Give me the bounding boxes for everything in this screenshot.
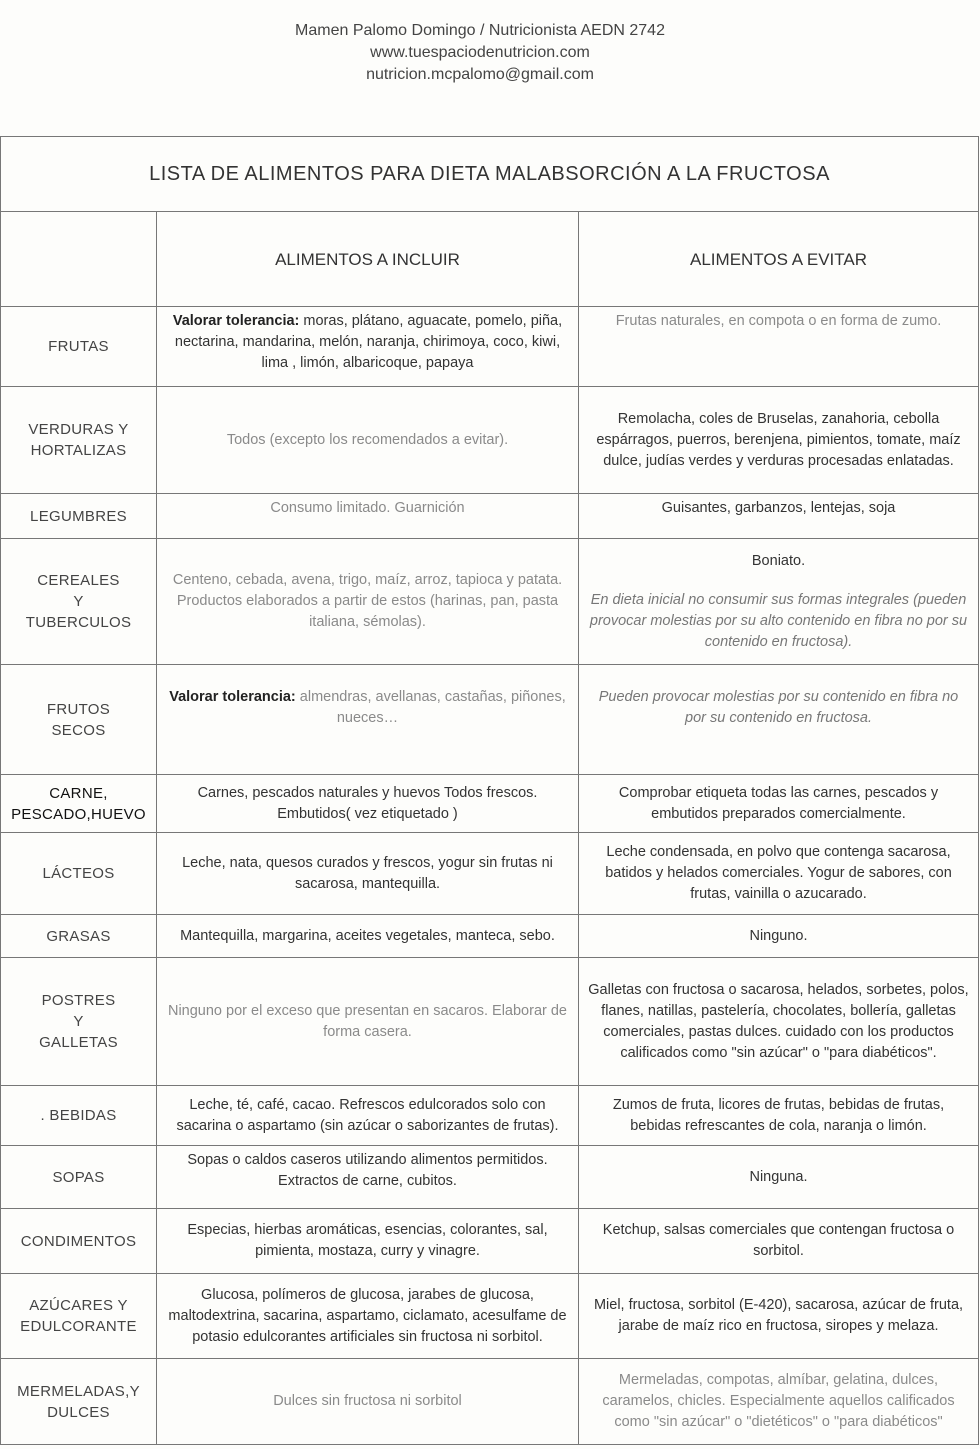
- bold-label: Valorar tolerancia:: [172, 313, 300, 329]
- category-condimentos: CONDIMENTOS: [1, 1209, 157, 1274]
- empty-header-cell: [1, 212, 157, 307]
- col-header-evitar: ALIMENTOS A EVITAR: [579, 212, 979, 307]
- food-table: [0, 136, 978, 1445]
- incluir-cell: Mantequilla, margarina, aceites vegetales, manteca, sebo.: [157, 915, 579, 958]
- evitar-cell: Mermeladas, compotas, almíbar, gelatina, dulces, caramelos, chicles. Especialmente aquellos calificados como "sin azúcar" o "dietéticos" o "para diabéticos": [579, 1359, 979, 1445]
- incluir-cell: Centeno, cebada, avena, trigo, maíz, arroz, tapioca y patata. Productos elaborados a partir de estos (harinas, pan, pasta italiana, sémolas).: [157, 539, 579, 665]
- incluir-cell: Glucosa, polímeros de glucosa, jarabes de glucosa, maltodextrina, sacarina, aspartamo, ciclamato, acesulfame de potasio edulcorantes artificiales sin fructosa ni sorbitol.: [157, 1274, 579, 1359]
- evitar-cell: Pueden provocar molestias por su contenido en fibra no por su contenido en fructosa.: [579, 665, 979, 775]
- incluir-cell: [157, 665, 579, 775]
- incluir-cell: Especias, hierbas aromáticas, esencias, colorantes, sal, pimienta, mostaza, curry y vinagre.: [157, 1209, 579, 1274]
- category-line: PESCADO,HUEVO: [11, 805, 146, 823]
- table-row: [1, 539, 979, 665]
- evitar-cell: Miel, fructosa, sorbitol (E-420), sacarosa, azúcar de fruta, jarabe de maíz rico en fructosa, siropes y melaza.: [579, 1274, 979, 1359]
- category-line: AZÚCARES Y: [29, 1297, 128, 1314]
- incluir-cell: Todos (excepto los recomendados a evitar).: [157, 387, 579, 494]
- email-line: nutricion.mcpalomo@gmail.com: [366, 66, 594, 83]
- category-line: EDULCORANTE: [20, 1318, 137, 1335]
- table-row: [1, 1146, 979, 1209]
- website-line: www.tuespaciodenutricion.com: [370, 44, 590, 61]
- title-row: [1, 137, 979, 212]
- incluir-cell: Carnes, pescados naturales y huevos Todos frescos. Embutidos( vez etiquetado ): [157, 775, 579, 833]
- table-row: [1, 307, 979, 387]
- table-row: [1, 1086, 979, 1146]
- table-row: [1, 1209, 979, 1274]
- category-frutos-secos: [1, 665, 157, 775]
- table-row: [1, 1359, 979, 1445]
- incluir-text: moras, plátano, aguacate, pomelo, piña, nectarina, mandarina, melón, naranja, chirimoya, coco, kiwi, lima , limón, albaricoque, papaya: [174, 313, 563, 371]
- evitar-cell: Ketchup, salsas comerciales que contengan fructosa o sorbitol.: [579, 1209, 979, 1274]
- table-row: [1, 958, 979, 1086]
- category-verduras: [1, 387, 157, 494]
- table-row: [1, 833, 979, 915]
- category-frutas: FRUTAS: [1, 307, 157, 387]
- category-bebidas: . BEBIDAS: [1, 1086, 157, 1146]
- category-grasas: GRASAS: [1, 915, 157, 958]
- category-lacteos: LÁCTEOS: [1, 833, 157, 915]
- evitar-top-text: Boniato.: [751, 552, 806, 569]
- evitar-cell: Guisantes, garbanzos, lentejas, soja: [579, 494, 979, 539]
- evitar-text: En dieta inicial no consumir sus formas integrales (pueden provocar molestias por su alto contenido en fibra no por su contenido en fructosa).: [589, 591, 968, 650]
- category-line: Y: [73, 593, 84, 610]
- category-line: FRUTOS: [46, 700, 111, 718]
- incluir-cell: Ninguno por el exceso que presentan en sacaros. Elaborar de forma casera.: [157, 958, 579, 1086]
- column-header-row: [1, 212, 979, 307]
- evitar-cell: Ninguna.: [579, 1146, 979, 1209]
- incluir-cell: Dulces sin fructosa ni sorbitol: [157, 1359, 579, 1445]
- category-line: DULCES: [47, 1403, 110, 1421]
- evitar-cell: Ninguno.: [579, 915, 979, 958]
- category-line: SECOS: [51, 721, 106, 739]
- category-line: TUBERCULOS: [25, 614, 132, 631]
- incluir-cell: Leche, té, café, cacao. Refrescos edulcorados solo con sacarina o aspartamo (sin azúcar o saborizantes de frutas).: [157, 1086, 579, 1146]
- category-line: HORTALIZAS: [30, 442, 127, 459]
- category-cereales: [1, 539, 157, 665]
- evitar-cell: Leche condensada, en polvo que contenga sacarosa, batidos y helados comerciales. Yogur de sabores, con frutas, vainilla o azucarado.: [579, 833, 979, 915]
- category-azucares: [1, 1274, 157, 1359]
- evitar-cell: Zumos de fruta, licores de frutas, bebidas de frutas, bebidas refrescantes de cola, naranja o limón.: [579, 1086, 979, 1146]
- category-line: CARNE,: [49, 784, 108, 802]
- table-row: [1, 665, 979, 775]
- table-title: LISTA DE ALIMENTOS PARA DIETA MALABSORCIÓN A LA FRUCTOSA: [1, 137, 979, 212]
- table-row: [1, 1274, 979, 1359]
- table-row: [1, 494, 979, 539]
- table-row: [1, 387, 979, 494]
- category-mermeladas: [1, 1359, 157, 1445]
- col-header-incluir: ALIMENTOS A INCLUIR: [157, 212, 579, 307]
- incluir-cell: Consumo limitado. Guarnición: [157, 494, 579, 539]
- table-row: [1, 775, 979, 833]
- evitar-cell: Comprobar etiqueta todas las carnes, pescados y embutidos preparados comercialmente.: [579, 775, 979, 833]
- document-header: [0, 20, 960, 86]
- bold-label: Valorar tolerancia:: [169, 689, 296, 705]
- incluir-cell: Sopas o caldos caseros utilizando alimentos permitidos. Extractos de carne, cubitos.: [157, 1146, 579, 1209]
- evitar-cell: [579, 539, 979, 665]
- category-legumbres: LEGUMBRES: [1, 494, 157, 539]
- evitar-cell: Frutas naturales, en compota o en forma de zumo.: [579, 307, 979, 387]
- table-row: [1, 915, 979, 958]
- incluir-cell: Leche, nata, quesos curados y frescos, yogur sin frutas ni sacarosa, mantequilla.: [157, 833, 579, 915]
- category-carne: [1, 775, 157, 833]
- evitar-cell: Remolacha, coles de Bruselas, zanahoria, cebolla espárragos, puerros, berenjena, pimientos, tomate, maíz dulce, judías verdes y verduras procesadas enlatadas.: [579, 387, 979, 494]
- incluir-text: almendras, avellanas, castañas, piñones, nueces…: [295, 689, 566, 726]
- category-postres: [1, 958, 157, 1086]
- category-line: MERMELADAS,Y: [17, 1382, 140, 1400]
- category-line: POSTRES: [41, 992, 116, 1009]
- author-line: Mamen Palomo Domingo / Nutricionista AEDN 2742: [295, 22, 665, 39]
- category-sopas: SOPAS: [1, 1146, 157, 1209]
- category-line: Y: [73, 1013, 84, 1030]
- category-line: VERDURAS Y: [28, 421, 129, 438]
- category-line: CEREALES: [37, 572, 120, 589]
- evitar-cell: Galletas con fructosa o sacarosa, helados, sorbetes, polos, flanes, natillas, pastelería, chocolates, bollería, galletas comerciales, pastas dulces. cuidado con los productos calificados como "sin azúcar" o "para diabéticos".: [579, 958, 979, 1086]
- category-line: GALLETAS: [39, 1034, 118, 1051]
- incluir-cell: [157, 307, 579, 387]
